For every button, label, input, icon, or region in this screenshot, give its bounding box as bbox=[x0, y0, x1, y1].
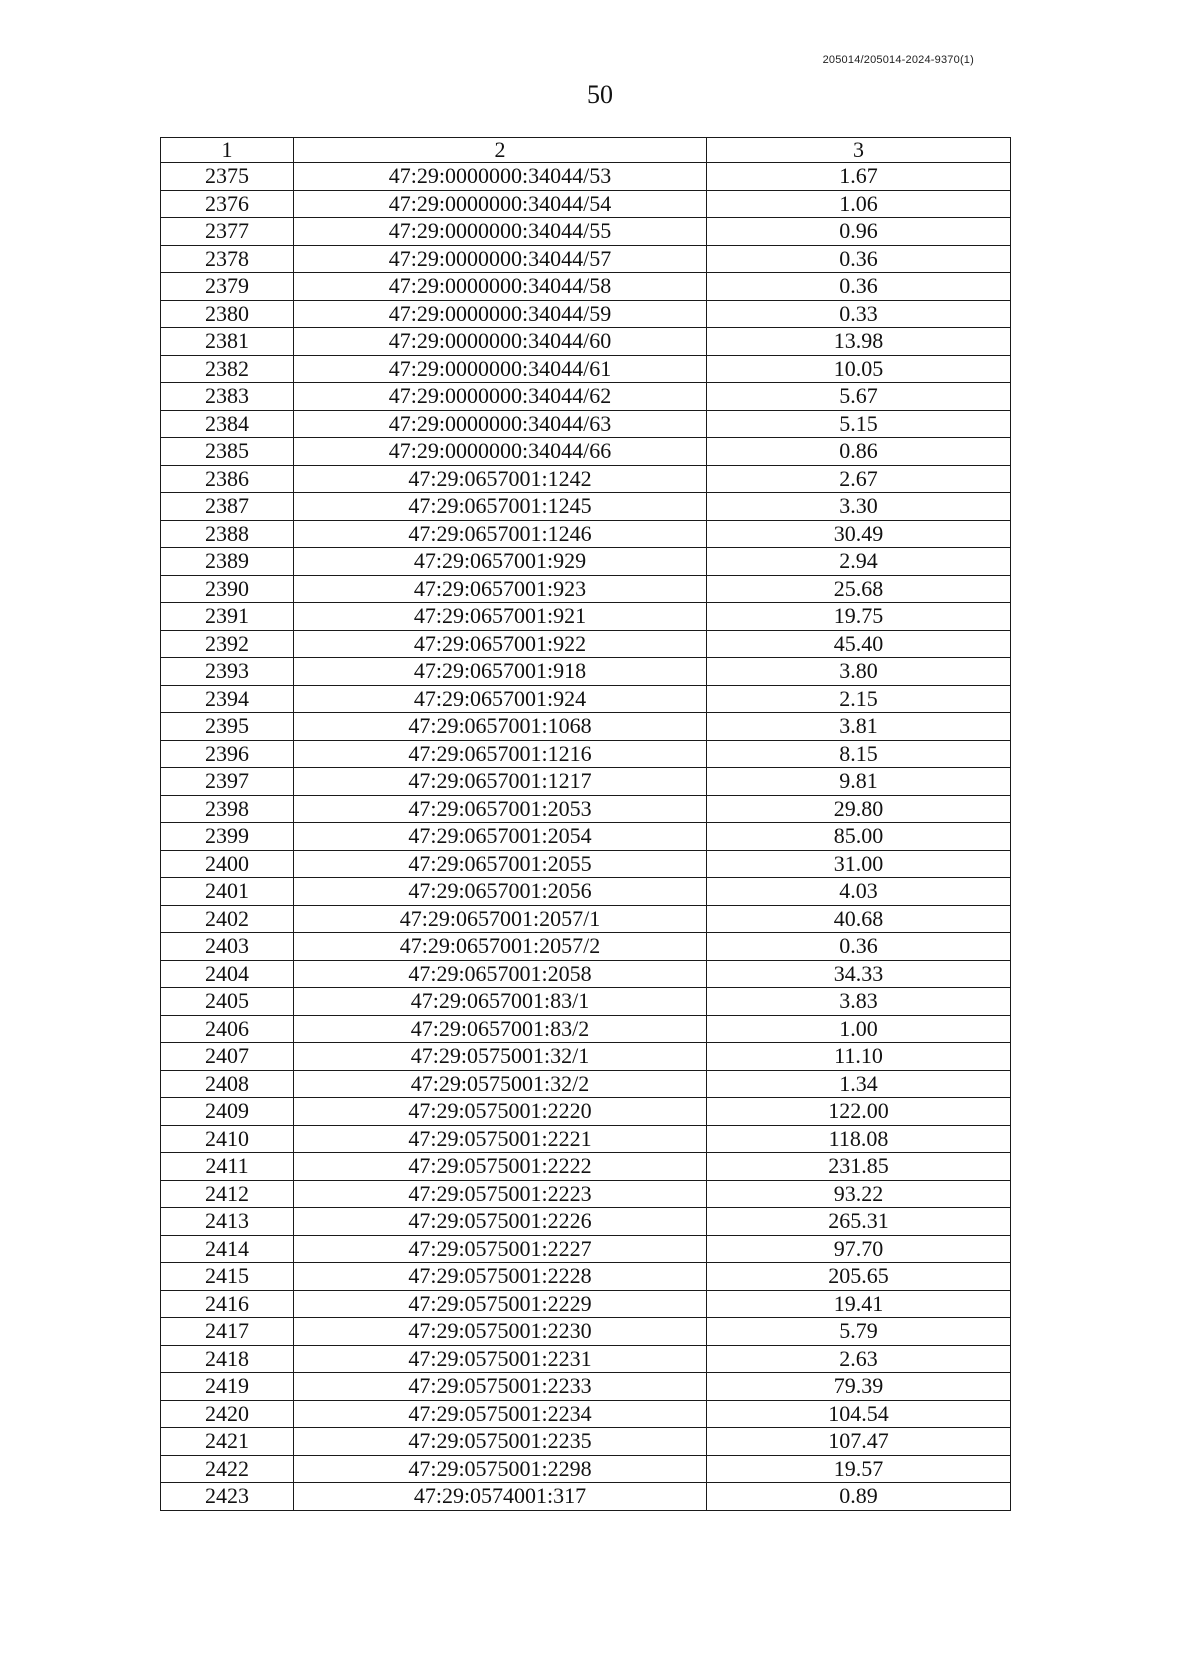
table-row bbox=[161, 823, 1011, 851]
area-value-cell: 2.63 bbox=[707, 1345, 1011, 1373]
table-row bbox=[161, 905, 1011, 933]
row-number-cell: 2376 bbox=[161, 190, 294, 218]
cadastral-number-cell: 47:29:0000000:34044/58 bbox=[294, 273, 707, 301]
area-value-cell: 45.40 bbox=[707, 630, 1011, 658]
row-number-cell: 2415 bbox=[161, 1263, 294, 1291]
table-row bbox=[161, 795, 1011, 823]
area-value-cell: 1.06 bbox=[707, 190, 1011, 218]
area-value-cell: 3.30 bbox=[707, 493, 1011, 521]
area-value-cell: 0.36 bbox=[707, 273, 1011, 301]
cadastral-number-cell: 47:29:0657001:1216 bbox=[294, 740, 707, 768]
cadastral-number-cell: 47:29:0657001:2053 bbox=[294, 795, 707, 823]
area-value-cell: 2.94 bbox=[707, 548, 1011, 576]
cadastral-number-cell: 47:29:0575001:2231 bbox=[294, 1345, 707, 1373]
cadastral-number-cell: 47:29:0657001:923 bbox=[294, 575, 707, 603]
table-row bbox=[161, 988, 1011, 1016]
cadastral-number-cell: 47:29:0575001:2230 bbox=[294, 1318, 707, 1346]
row-number-cell: 2397 bbox=[161, 768, 294, 796]
table-row bbox=[161, 1070, 1011, 1098]
area-value-cell: 40.68 bbox=[707, 905, 1011, 933]
table-row bbox=[161, 520, 1011, 548]
table-row bbox=[161, 300, 1011, 328]
cadastral-number-cell: 47:29:0000000:34044/55 bbox=[294, 218, 707, 246]
area-value-cell: 104.54 bbox=[707, 1400, 1011, 1428]
cadastral-number-cell: 47:29:0657001:1217 bbox=[294, 768, 707, 796]
cadastral-number-cell: 47:29:0657001:2055 bbox=[294, 850, 707, 878]
area-value-cell: 5.79 bbox=[707, 1318, 1011, 1346]
area-value-cell: 0.89 bbox=[707, 1483, 1011, 1511]
cadastral-number-cell: 47:29:0575001:2223 bbox=[294, 1180, 707, 1208]
cadastral-number-cell: 47:29:0657001:1246 bbox=[294, 520, 707, 548]
cadastral-number-cell: 47:29:0575001:32/2 bbox=[294, 1070, 707, 1098]
table-row bbox=[161, 685, 1011, 713]
row-number-cell: 2379 bbox=[161, 273, 294, 301]
cadastral-number-cell: 47:29:0657001:1068 bbox=[294, 713, 707, 741]
row-number-cell: 2393 bbox=[161, 658, 294, 686]
table-row bbox=[161, 850, 1011, 878]
area-value-cell: 13.98 bbox=[707, 328, 1011, 356]
area-value-cell: 231.85 bbox=[707, 1153, 1011, 1181]
cadastral-number-cell: 47:29:0657001:922 bbox=[294, 630, 707, 658]
table-row bbox=[161, 548, 1011, 576]
page-number: 50 bbox=[587, 80, 613, 109]
cadastral-number-cell: 47:29:0575001:2233 bbox=[294, 1373, 707, 1401]
row-number-cell: 2399 bbox=[161, 823, 294, 851]
row-number-cell: 2404 bbox=[161, 960, 294, 988]
cadastral-number-cell: 47:29:0574001:317 bbox=[294, 1483, 707, 1511]
area-value-cell: 5.67 bbox=[707, 383, 1011, 411]
area-value-cell: 0.36 bbox=[707, 933, 1011, 961]
area-value-cell: 9.81 bbox=[707, 768, 1011, 796]
area-value-cell: 2.15 bbox=[707, 685, 1011, 713]
row-number-cell: 2392 bbox=[161, 630, 294, 658]
area-value-cell: 29.80 bbox=[707, 795, 1011, 823]
row-number-cell: 2418 bbox=[161, 1345, 294, 1373]
cadastral-number-cell: 47:29:0000000:34044/60 bbox=[294, 328, 707, 356]
table-row bbox=[161, 493, 1011, 521]
area-value-cell: 0.86 bbox=[707, 438, 1011, 466]
table-row bbox=[161, 1208, 1011, 1236]
table-row bbox=[161, 603, 1011, 631]
area-value-cell: 0.96 bbox=[707, 218, 1011, 246]
table-row bbox=[161, 355, 1011, 383]
cadastral-number-cell: 47:29:0575001:32/1 bbox=[294, 1043, 707, 1071]
cadastral-number-cell: 47:29:0000000:34044/63 bbox=[294, 410, 707, 438]
area-value-cell: 265.31 bbox=[707, 1208, 1011, 1236]
row-number-cell: 2383 bbox=[161, 383, 294, 411]
row-number-cell: 2406 bbox=[161, 1015, 294, 1043]
cadastral-number-cell: 47:29:0657001:929 bbox=[294, 548, 707, 576]
table-row bbox=[161, 1373, 1011, 1401]
row-number-cell: 2420 bbox=[161, 1400, 294, 1428]
row-number-cell: 2401 bbox=[161, 878, 294, 906]
area-value-cell: 3.80 bbox=[707, 658, 1011, 686]
row-number-cell: 2389 bbox=[161, 548, 294, 576]
table-row bbox=[161, 1015, 1011, 1043]
area-value-cell: 5.15 bbox=[707, 410, 1011, 438]
cadastral-number-cell: 47:29:0000000:34044/57 bbox=[294, 245, 707, 273]
area-value-cell: 122.00 bbox=[707, 1098, 1011, 1126]
table-row bbox=[161, 383, 1011, 411]
row-number-cell: 2417 bbox=[161, 1318, 294, 1346]
area-value-cell: 1.34 bbox=[707, 1070, 1011, 1098]
row-number-cell: 2390 bbox=[161, 575, 294, 603]
area-value-cell: 0.36 bbox=[707, 245, 1011, 273]
cadastral-number-cell: 47:29:0575001:2222 bbox=[294, 1153, 707, 1181]
table-row bbox=[161, 1043, 1011, 1071]
area-value-cell: 19.41 bbox=[707, 1290, 1011, 1318]
row-number-cell: 2385 bbox=[161, 438, 294, 466]
row-number-cell: 2388 bbox=[161, 520, 294, 548]
table-header-row bbox=[161, 138, 1011, 163]
table-row bbox=[161, 163, 1011, 191]
cadastral-number-cell: 47:29:0657001:2057/2 bbox=[294, 933, 707, 961]
area-value-cell: 107.47 bbox=[707, 1428, 1011, 1456]
row-number-cell: 2421 bbox=[161, 1428, 294, 1456]
area-value-cell: 1.00 bbox=[707, 1015, 1011, 1043]
row-number-cell: 2381 bbox=[161, 328, 294, 356]
cadastral-number-cell: 47:29:0657001:2058 bbox=[294, 960, 707, 988]
cadastral-number-cell: 47:29:0575001:2221 bbox=[294, 1125, 707, 1153]
cadastral-number-cell: 47:29:0000000:34044/54 bbox=[294, 190, 707, 218]
cadastral-number-cell: 47:29:0000000:34044/59 bbox=[294, 300, 707, 328]
area-value-cell: 85.00 bbox=[707, 823, 1011, 851]
document-id: 205014/205014-2024-9370(1) bbox=[822, 54, 974, 66]
cadastral-number-cell: 47:29:0575001:2220 bbox=[294, 1098, 707, 1126]
row-number-cell: 2408 bbox=[161, 1070, 294, 1098]
cadastral-number-cell: 47:29:0657001:921 bbox=[294, 603, 707, 631]
table-row bbox=[161, 658, 1011, 686]
row-number-cell: 2403 bbox=[161, 933, 294, 961]
area-value-cell: 1.67 bbox=[707, 163, 1011, 191]
table-row bbox=[161, 1400, 1011, 1428]
table-row bbox=[161, 575, 1011, 603]
row-number-cell: 2405 bbox=[161, 988, 294, 1016]
area-value-cell: 0.33 bbox=[707, 300, 1011, 328]
row-number-cell: 2409 bbox=[161, 1098, 294, 1126]
row-number-cell: 2382 bbox=[161, 355, 294, 383]
table-row bbox=[161, 713, 1011, 741]
row-number-cell: 2412 bbox=[161, 1180, 294, 1208]
cadastral-number-cell: 47:29:0575001:2235 bbox=[294, 1428, 707, 1456]
area-value-cell: 34.33 bbox=[707, 960, 1011, 988]
area-value-cell: 79.39 bbox=[707, 1373, 1011, 1401]
column-header-3: 3 bbox=[707, 138, 1011, 163]
row-number-cell: 2402 bbox=[161, 905, 294, 933]
row-number-cell: 2419 bbox=[161, 1373, 294, 1401]
row-number-cell: 2398 bbox=[161, 795, 294, 823]
area-value-cell: 11.10 bbox=[707, 1043, 1011, 1071]
table-row bbox=[161, 1483, 1011, 1511]
cadastral-number-cell: 47:29:0575001:2226 bbox=[294, 1208, 707, 1236]
cadastral-number-cell: 47:29:0657001:2057/1 bbox=[294, 905, 707, 933]
row-number-cell: 2407 bbox=[161, 1043, 294, 1071]
cadastral-number-cell: 47:29:0657001:2054 bbox=[294, 823, 707, 851]
cadastral-number-cell: 47:29:0657001:918 bbox=[294, 658, 707, 686]
table-row bbox=[161, 465, 1011, 493]
cadastral-number-cell: 47:29:0575001:2228 bbox=[294, 1263, 707, 1291]
table-row bbox=[161, 218, 1011, 246]
area-value-cell: 10.05 bbox=[707, 355, 1011, 383]
row-number-cell: 2422 bbox=[161, 1455, 294, 1483]
table-row bbox=[161, 933, 1011, 961]
area-value-cell: 97.70 bbox=[707, 1235, 1011, 1263]
row-number-cell: 2423 bbox=[161, 1483, 294, 1511]
column-header-1: 1 bbox=[161, 138, 294, 163]
row-number-cell: 2378 bbox=[161, 245, 294, 273]
table-row bbox=[161, 438, 1011, 466]
cadastral-number-cell: 47:29:0575001:2298 bbox=[294, 1455, 707, 1483]
table-row bbox=[161, 1428, 1011, 1456]
cadastral-number-cell: 47:29:0000000:34044/66 bbox=[294, 438, 707, 466]
area-value-cell: 3.81 bbox=[707, 713, 1011, 741]
parcel-table bbox=[160, 137, 1011, 1511]
row-number-cell: 2384 bbox=[161, 410, 294, 438]
area-value-cell: 3.83 bbox=[707, 988, 1011, 1016]
row-number-cell: 2375 bbox=[161, 163, 294, 191]
cadastral-number-cell: 47:29:0657001:1245 bbox=[294, 493, 707, 521]
table-row bbox=[161, 1263, 1011, 1291]
row-number-cell: 2380 bbox=[161, 300, 294, 328]
area-value-cell: 31.00 bbox=[707, 850, 1011, 878]
area-value-cell: 2.67 bbox=[707, 465, 1011, 493]
row-number-cell: 2411 bbox=[161, 1153, 294, 1181]
row-number-cell: 2386 bbox=[161, 465, 294, 493]
table-row bbox=[161, 1318, 1011, 1346]
table-row bbox=[161, 245, 1011, 273]
table-row bbox=[161, 273, 1011, 301]
cadastral-number-cell: 47:29:0657001:83/1 bbox=[294, 988, 707, 1016]
area-value-cell: 118.08 bbox=[707, 1125, 1011, 1153]
table-row bbox=[161, 630, 1011, 658]
table-row bbox=[161, 1235, 1011, 1263]
table-row bbox=[161, 960, 1011, 988]
row-number-cell: 2413 bbox=[161, 1208, 294, 1236]
table-row bbox=[161, 740, 1011, 768]
table-row bbox=[161, 1153, 1011, 1181]
row-number-cell: 2410 bbox=[161, 1125, 294, 1153]
table-row bbox=[161, 1455, 1011, 1483]
table-row bbox=[161, 768, 1011, 796]
table-row bbox=[161, 1180, 1011, 1208]
cadastral-number-cell: 47:29:0000000:34044/61 bbox=[294, 355, 707, 383]
cadastral-number-cell: 47:29:0657001:924 bbox=[294, 685, 707, 713]
cadastral-number-cell: 47:29:0657001:2056 bbox=[294, 878, 707, 906]
table-row bbox=[161, 410, 1011, 438]
table-row bbox=[161, 1345, 1011, 1373]
table-row bbox=[161, 878, 1011, 906]
cadastral-number-cell: 47:29:0575001:2227 bbox=[294, 1235, 707, 1263]
area-value-cell: 4.03 bbox=[707, 878, 1011, 906]
cadastral-number-cell: 47:29:0000000:34044/62 bbox=[294, 383, 707, 411]
cadastral-number-cell: 47:29:0575001:2229 bbox=[294, 1290, 707, 1318]
table-row bbox=[161, 1125, 1011, 1153]
row-number-cell: 2414 bbox=[161, 1235, 294, 1263]
row-number-cell: 2395 bbox=[161, 713, 294, 741]
table-body bbox=[161, 163, 1011, 1511]
row-number-cell: 2377 bbox=[161, 218, 294, 246]
row-number-cell: 2396 bbox=[161, 740, 294, 768]
row-number-cell: 2416 bbox=[161, 1290, 294, 1318]
row-number-cell: 2391 bbox=[161, 603, 294, 631]
table-row bbox=[161, 1290, 1011, 1318]
table-row bbox=[161, 190, 1011, 218]
column-header-2: 2 bbox=[294, 138, 707, 163]
table-row bbox=[161, 1098, 1011, 1126]
area-value-cell: 25.68 bbox=[707, 575, 1011, 603]
cadastral-number-cell: 47:29:0657001:83/2 bbox=[294, 1015, 707, 1043]
table-row bbox=[161, 328, 1011, 356]
row-number-cell: 2400 bbox=[161, 850, 294, 878]
cadastral-number-cell: 47:29:0575001:2234 bbox=[294, 1400, 707, 1428]
cadastral-number-cell: 47:29:0657001:1242 bbox=[294, 465, 707, 493]
area-value-cell: 19.57 bbox=[707, 1455, 1011, 1483]
area-value-cell: 30.49 bbox=[707, 520, 1011, 548]
area-value-cell: 93.22 bbox=[707, 1180, 1011, 1208]
area-value-cell: 8.15 bbox=[707, 740, 1011, 768]
row-number-cell: 2387 bbox=[161, 493, 294, 521]
cadastral-number-cell: 47:29:0000000:34044/53 bbox=[294, 163, 707, 191]
area-value-cell: 19.75 bbox=[707, 603, 1011, 631]
area-value-cell: 205.65 bbox=[707, 1263, 1011, 1291]
row-number-cell: 2394 bbox=[161, 685, 294, 713]
